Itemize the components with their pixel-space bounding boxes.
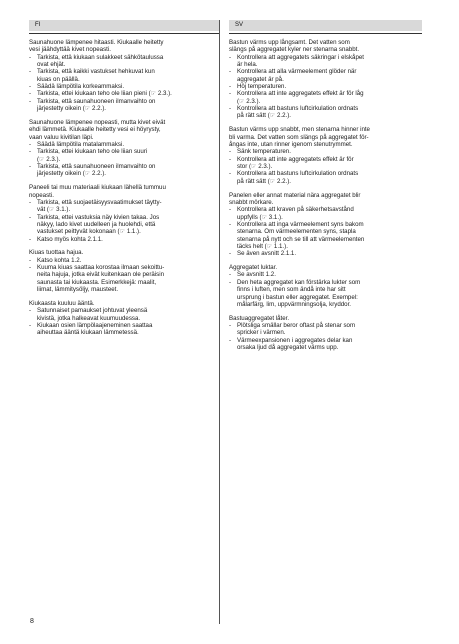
- remedy-item: [229, 170, 422, 185]
- remedy-line: järjestetty oikein (☞ 2.2.).: [37, 170, 106, 178]
- language-tag-sv: SV: [229, 20, 422, 31]
- remedy-item: [229, 83, 422, 90]
- content-fi: [29, 39, 219, 337]
- remedy-item: [229, 337, 422, 352]
- remedy-item: [229, 250, 422, 257]
- remedy-line: aiheuttaa ääntä kiukaan lämmetessä.: [37, 329, 139, 337]
- remedy-list: [29, 257, 219, 294]
- remedy-line: ovat ehjät.: [37, 61, 66, 69]
- remedy-line: finns i luften, men som ändå inte har sitt: [237, 286, 346, 294]
- remedy-item: [229, 105, 422, 120]
- remedy-line: orsaka ljud då aggregatet värms upp.: [237, 344, 339, 352]
- remedy-line: näkyy, lado kivet uudelleen ja huolehdi, että: [37, 220, 156, 228]
- remedy-line: stor (☞ 2.3.).: [237, 163, 273, 170]
- troubleshooting-section: [29, 249, 219, 293]
- remedy-line: täcks helt (☞ 1.1.).: [237, 242, 288, 250]
- problem-description-line: snabbt mörkare.: [229, 198, 274, 206]
- problem-description-line: Kiukaasta kuuluu ääntä.: [29, 300, 95, 307]
- remedy-list: [29, 307, 219, 336]
- troubleshooting-section: [29, 39, 219, 112]
- remedy-item: [229, 90, 422, 105]
- problem-description-line: Panelen eller annat material nära aggregatet blir: [229, 191, 361, 199]
- remedy-list: [29, 141, 219, 178]
- troubleshooting-section: [229, 264, 422, 308]
- remedy-line: kivistä, jotka halkeavat kuumuudessa.: [37, 314, 141, 322]
- problem-description-line: Bastun värms upp långsamt. Det vatten som: [229, 39, 350, 46]
- remedy-list: [229, 206, 422, 257]
- problem-description-line: ehdi lämmetä. Kiukaalle heitetty vesi ei höyrysty,: [29, 126, 161, 134]
- remedy-line: saunasta tai kiukaasta. Esimerkkejä: maalit,: [37, 278, 157, 286]
- remedy-line: vät (☞ 3.1.).: [37, 206, 71, 214]
- remedy-line: - Se avsnitt 1.2.: [237, 271, 276, 279]
- remedy-line: stenarna. Om värmeelementen syns, stapla: [237, 228, 356, 236]
- remedy-item: [29, 148, 219, 163]
- remedy-item: [29, 264, 219, 293]
- remedy-line: stenarna på nytt och se till att värmeelementen: [237, 235, 365, 243]
- remedy-list: [29, 54, 219, 113]
- remedy-line: - Kontrollera att aggregatets säkringar i elskåpet: [237, 53, 364, 61]
- remedy-line: - Tarkista, että kaikki vastukset hehkuvat kun: [37, 68, 155, 76]
- remedy-line: är hela.: [237, 61, 258, 69]
- remedy-line: målarfärg, lim, uppvärmningsolja, kryddor.: [237, 300, 351, 308]
- remedy-item: [29, 83, 219, 90]
- remedy-line: - Kontrollera att inte aggregatets effekt är för låg: [237, 90, 364, 98]
- remedy-line: - Kontrollera att bastuns luftcirkulation ordnats: [237, 170, 359, 178]
- remedy-line: - Tarkista, että suojaetäisyysvaatimukset täytty-: [37, 198, 162, 206]
- remedy-line: - Kontrollera att bastuns luftcirkulation ordnats: [237, 105, 359, 113]
- remedy-item: [29, 199, 219, 214]
- problem-description-line: slängs på aggregatet kyler ner stenarna snabbt.: [229, 46, 360, 54]
- remedy-item: [29, 54, 219, 69]
- remedy-line: (☞ 2.3.).: [37, 155, 61, 163]
- remedy-line: - Katso myös kohta 2.1.1.: [37, 235, 103, 243]
- remedy-item: [29, 90, 219, 97]
- remedy-line: - Tarkista, ettei kiukaan teho ole liian suuri: [37, 148, 148, 156]
- problem-description-line: Saunahuone lämpenee hitaasti. Kiukaalle heitetty: [29, 39, 164, 46]
- remedy-line: neita hajuja, jotka eivät kuitenkaan ole peräisin: [37, 271, 164, 279]
- problem-description-line: Bastun värms upp snabbt, men stenarna hinner inte: [229, 126, 370, 134]
- remedy-item: [29, 163, 219, 178]
- remedy-item: [229, 322, 422, 337]
- remedy-line: - Kuuma kiuas saattaa korostaa ilmaan sekoittu-: [37, 264, 165, 272]
- problem-description-line: bli varma. Det vatten som slängs på aggregatet för-: [229, 133, 369, 141]
- remedy-line: - Tarkista, ettei kiukaan teho ole liian pieni (☞ 2.3.).: [37, 90, 172, 98]
- column-swedish: [229, 20, 422, 358]
- remedy-line: - Värmeexpansionen i aggregates delar kan: [237, 336, 353, 344]
- problem-description-line: Saunahuone lämpenee nopeasti, mutta kivet eivät: [29, 118, 166, 126]
- remedy-item: [229, 68, 422, 83]
- remedy-list: [229, 54, 422, 120]
- problem-description-line: nopeasti.: [29, 191, 54, 199]
- remedy-list: [229, 148, 422, 185]
- remedy-item: [29, 307, 219, 322]
- remedy-line: på rätt sätt (☞ 2.2.).: [237, 112, 291, 120]
- remedy-item: [229, 156, 422, 171]
- troubleshooting-section: [229, 39, 422, 120]
- problem-description-line: Bastuaggregatet låter.: [229, 314, 290, 322]
- problem-description-line: Kiuas tuottaa hajua.: [29, 249, 84, 257]
- problem-description-line: Aggregatet luktar.: [229, 264, 278, 272]
- remedy-line: - Den heta aggregatet kan förstärka lukter som: [237, 278, 361, 286]
- remedy-line: - Kontrollera att inte aggregatets effekt är för: [237, 155, 354, 163]
- troubleshooting-section: [29, 119, 219, 178]
- remedy-line: - Kontrollera att inga värmeelement syns bakom: [237, 220, 364, 228]
- remedy-item: [29, 236, 219, 243]
- problem-description-line: ångas inte, utan rinner igenom stenutrymmet.: [229, 140, 353, 148]
- remedy-line: - Sänk temperaturen.: [237, 148, 291, 156]
- remedy-line: - Höj temperaturen.: [237, 83, 287, 91]
- remedy-line: - Tarkista, ettei vastuksia näy kivien takaa. Jos: [37, 213, 160, 221]
- remedy-line: - Kontrollera att kraven på säkerhetsavstånd: [237, 206, 354, 214]
- remedy-item: [29, 141, 219, 148]
- remedy-line: liimat, lämmitysöljy, mausteet.: [37, 286, 119, 294]
- problem-description-line: Paneeli tai muu materiaali kiukaan lähellä tummuu: [29, 184, 166, 192]
- remedy-item: [229, 221, 422, 250]
- content-sv: [229, 39, 422, 351]
- remedy-line: - Plötsliga smällar beror oftast på stenar som: [237, 322, 356, 330]
- language-tag-fi: FI: [29, 20, 219, 31]
- remedy-line: - Se även avsnitt 2.1.1.: [237, 250, 297, 258]
- remedy-item: [29, 257, 219, 264]
- remedy-line: - Tarkista, että saunahuoneen ilmanvaihto on: [37, 97, 156, 105]
- remedy-item: [229, 206, 422, 221]
- troubleshooting-section: [229, 315, 422, 352]
- remedy-list: [229, 322, 422, 351]
- column-rule-fi: [29, 33, 219, 34]
- problem-description-line: vaan valuu kivitilan läpi.: [29, 133, 94, 141]
- remedy-line: - Satunnaiset pamaukset johtuvat yleensä: [37, 307, 148, 315]
- troubleshooting-section: [29, 184, 219, 243]
- remedy-line: järjestetty oikein (☞ 2.2.).: [37, 105, 106, 113]
- remedy-line: - Säädä lämpötila matalammaksi.: [37, 140, 125, 148]
- remedy-item: [229, 148, 422, 155]
- column-divider: [219, 20, 220, 624]
- remedy-item: [29, 214, 219, 236]
- remedy-line: ursprung i bastun eller aggregatet. Exempel:: [237, 293, 358, 301]
- remedy-list: [229, 271, 422, 308]
- remedy-item: [29, 322, 219, 337]
- remedy-line: spricker i värmen.: [237, 329, 286, 337]
- remedy-item: [29, 98, 219, 113]
- remedy-line: aggregatet är på.: [237, 75, 284, 83]
- column-finnish: [29, 20, 219, 343]
- remedy-line: kiuas on päällä.: [37, 75, 80, 83]
- troubleshooting-section: [29, 300, 219, 337]
- remedy-line: - Säädä lämpötila korkeammaksi.: [37, 83, 125, 91]
- remedy-line: (☞ 2.3.).: [237, 97, 261, 105]
- troubleshooting-section: [229, 192, 422, 258]
- remedy-item: [229, 279, 422, 308]
- troubleshooting-section: [229, 126, 422, 185]
- remedy-line: - Kontrollera att alla värmeelement glöder när: [237, 68, 357, 76]
- column-rule-sv: [229, 33, 422, 34]
- remedy-line: - Tarkista, että kiukaan sulakkeet sähkötaulussa: [37, 53, 164, 61]
- remedy-line: - Tarkista, että saunahuoneen ilmanvaihto on: [37, 163, 156, 170]
- remedy-line: vastukset peittyvät kokonaan (☞ 1.1.).: [37, 228, 141, 236]
- page-number: 8: [30, 618, 34, 625]
- remedy-item: [29, 68, 219, 83]
- remedy-line: - Kiukaan osien lämpölaajeneminen saattaa: [37, 322, 153, 330]
- remedy-list: [29, 199, 219, 243]
- problem-description-line: vesi jäähdyttää kivet nopeasti.: [29, 46, 111, 54]
- remedy-line: - Katso kohta 1.2.: [37, 256, 82, 264]
- remedy-item: [229, 271, 422, 278]
- remedy-line: på rätt sätt (☞ 2.2.).: [237, 177, 291, 185]
- remedy-line: uppfylls (☞ 3.1.).: [237, 213, 283, 221]
- remedy-item: [229, 54, 422, 69]
